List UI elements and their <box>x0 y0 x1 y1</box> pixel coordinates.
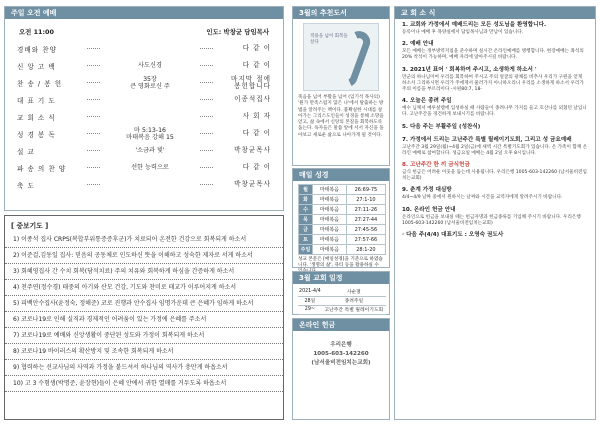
news-item-body: 금식 헌금은 어려운 이웃을 돕는데 사용됩니다. 우리은행 1005-603-142260 (남서울비전임치는교회) <box>402 170 587 182</box>
bible-row <box>299 245 386 255</box>
book-cover-image <box>303 23 379 91</box>
worship-row-person: 사 회 자 <box>242 112 271 120</box>
schedule-date: 2021-4/4 <box>298 287 322 296</box>
news-item-title: 1. 교회와 가정에서 예배드리는 모든 성도님을 환영합니다. <box>402 22 547 28</box>
bible-range: 27:11-26 <box>346 205 385 215</box>
worship-row-label: 파 송 의 찬 양 <box>17 164 67 173</box>
bible-range: 27:57-66 <box>346 235 385 245</box>
bible-row <box>299 225 386 235</box>
worship-row <box>5 91 283 108</box>
offering-holder: (남서울비전임치는교회) <box>311 360 371 366</box>
bible-row <box>299 195 386 205</box>
prayer-item: 2) 이준걸,김동일 집사: 믿음의 공동체로 인도하신 뜻을 이해하고 성숙한 제자로 서게 하소서 <box>5 248 283 264</box>
bible-book: 마태복음 <box>313 245 347 255</box>
bible-day: 화 <box>299 195 313 205</box>
worship-row-person: 마지막 절에 봉헌합니다 <box>231 74 271 90</box>
worship-row-person: 박창균목사 <box>234 146 271 154</box>
dotted-leader <box>200 82 213 83</box>
prayer-list <box>5 232 283 392</box>
worship-row-detail: 35장 큰 영화로신 주 <box>130 75 170 90</box>
bible-range: 27:27-44 <box>346 215 385 225</box>
bible-row <box>299 185 386 195</box>
offering-title: 온라인 헌금 <box>293 319 389 331</box>
dotted-leader <box>200 65 213 66</box>
dotted-leader <box>87 99 100 100</box>
worship-row-detail: 마 5:13-16 마태복음 강해 15 <box>126 126 174 141</box>
news-list <box>395 19 595 242</box>
worship-row <box>5 108 283 125</box>
bible-day: 금 <box>299 225 313 235</box>
prayer-item: 1) 이종석 집사 CRPS(복합부위통증증후군)가 치료되어 온전한 건강으로 회복되게 하소서 <box>5 232 283 248</box>
schedule-event: 종려주일 <box>322 296 386 305</box>
bible-row <box>299 235 386 245</box>
news-item-body: 고난주간 3월 29일(월)~4월 2일(금)에 새벽 시간 특별기도회가 있습니다. 온 가족이 함께 온라인 예배로 참여합니다. 성금요일 예배는 4월 2일 오후 8시입니다. <box>402 144 588 156</box>
worship-row <box>5 40 283 57</box>
prayer-item: 4) 천주연(정수경) 태중의 아기와 산모 건강, 기도와 찬미로 태교가 이루어지게 하소서 <box>5 280 283 296</box>
schedule-date: 28일 <box>298 296 322 305</box>
book-description: 죽음을 넘어 부활을 넘어 (임기석 목사의) '뭔가 만족스럽지 않은 나'에서 탈출하는 방법을 알려주는 책이다. 불확실한 시대를 살아가는 그리스도인들이 성경을 통해 소망을 얻고, 삶 속에서 신앙의 본질을 회복하도록 돕는다. 독자들은 말씀 앞에 서서 자신을 돌아보고 새로운 삶으로 나아가게 될 것이다. <box>298 95 384 138</box>
worship-row-label: 대 표 기 도 <box>17 96 56 105</box>
worship-row-label: 교 회 소 식 <box>17 113 56 122</box>
prayer-item: 6) 코로나19로 인해 실직과 경제적인 어려움이 있는 가정에 은혜를 주소서 <box>5 312 283 328</box>
news-item <box>395 159 595 184</box>
news-item-body: 만군의 하나님이여 우리를 회복하여 주시고 주의 얼굴의 광채를 비추사 우리가 구원을 얻게 하소서 그리하시면 우리가 주에게서 물러가지 아니하오리니 우리를 소생하게 하소서 우리가 주의 이름을 부르리이다 -시편80:7, 18- <box>402 74 584 93</box>
dotted-leader <box>87 167 100 168</box>
news-item <box>395 121 595 134</box>
prayer-item: 5) 피백안수집사(윤정숙, 정해준) 코로 진행과 안수집사 임명가운데 큰 은혜가 임하게 하소서 <box>5 296 283 312</box>
bible-day: 토 <box>299 235 313 245</box>
bible-book: 마태복음 <box>313 225 347 235</box>
news-item <box>395 64 595 96</box>
bible-day: 월 <box>299 185 313 195</box>
news-item-title: 2. 예배 안내 <box>402 41 434 48</box>
worship-row-person: 다 같 이 <box>242 61 271 69</box>
news-item-title: 5. 다음 주는 부활주일 (성찬식) <box>402 123 481 130</box>
dotted-leader <box>200 184 213 185</box>
worship-row-person: 다 같 이 <box>242 44 271 52</box>
bible-panel <box>292 168 390 268</box>
book-panel <box>292 6 390 166</box>
worship-row-detail: '소금과 빛' <box>135 147 165 154</box>
dotted-leader <box>87 184 100 185</box>
news-panel <box>394 6 596 420</box>
dotted-leader <box>87 48 100 49</box>
worship-title: 주일 오전 예배 <box>5 7 283 19</box>
prayer-item: 9) 협력하는 선교사님의 사역과 가정을 붙드셔서 하나님의 역사가 충만게 하옵소서 <box>5 360 283 376</box>
bible-book: 마태복음 <box>313 235 347 245</box>
news-item-body: 4/4~4/9 날짜 중에서 원하시는 날짜와 시간을 교역자에게 알려주시기 바랍니다. <box>402 195 563 201</box>
bible-range: 27:45-56 <box>346 225 385 235</box>
bible-book: 마태복음 <box>313 205 347 215</box>
news-item-title: 7. 가정에서 드리는 고난주간 특별 릴레이기도회, 그리고 성 금요예배 <box>402 136 572 143</box>
worship-time: 오전 11:00 <box>19 28 54 36</box>
news-item-title: 4. 오늘은 종려 주일 <box>402 98 452 105</box>
dotted-leader <box>200 116 213 117</box>
bible-range: 28:1-20 <box>346 245 385 255</box>
schedule-date: 29~ <box>298 305 322 314</box>
offering-account: 1005-603-142260 <box>313 351 369 357</box>
prayer-item: 3) 회혜영집사 간 수치 회복(담석치료) 주의 치유와 회복하게 하심을 간증하게 하소서 <box>5 264 283 280</box>
news-item <box>395 95 595 120</box>
bible-row <box>299 215 386 225</box>
worship-order-list <box>5 40 283 193</box>
schedule-panel <box>292 271 390 315</box>
worship-row-label: 축 도 <box>17 181 35 190</box>
news-item-title: 9. 춘계 가정 대심방 <box>402 187 452 194</box>
bible-title: 매일 성경 <box>293 169 389 181</box>
bible-day: 주일 <box>299 245 313 255</box>
worship-row <box>5 57 283 74</box>
news-item <box>395 19 595 38</box>
worship-row-label: 설 교 <box>17 147 35 156</box>
worship-row-label: 신 앙 고 백 <box>17 62 56 71</box>
bible-range: 27:1-10 <box>346 195 385 205</box>
news-item-title: 10. 온라인 헌금 안내 <box>402 206 456 213</box>
news-item-title: · 다음 주(4/4) 대표기도 : 오영숙 권도사 <box>402 232 504 239</box>
news-item-body: 온라인으로 헌금을 보내실 때는 헌금자명과 헌금종류를 기입해 주시기 바랍니다. 우리은행 1005-603-142260 (남서울비전임치는교회) <box>402 214 581 226</box>
schedule-event: 사순절 <box>322 287 386 296</box>
worship-row-detail: 선한 능력으로 <box>131 164 169 171</box>
news-item <box>395 229 595 242</box>
news-item-body: 예수 님께서 예루살렘에 입성하실 때 사람들이 종려나무 가지를 들고 호산나를 외쳤던 날입니다. 고난주간을 경건하게 보내시기를 바랍니다. <box>402 106 587 118</box>
dotted-leader <box>87 82 100 83</box>
news-item-body: 등록이나 예배 후 목양실에서 담임목사님과 만남이 있습니다. <box>402 30 524 35</box>
worship-row-detail: 사도신경 <box>138 62 162 69</box>
news-item <box>395 134 595 159</box>
dotted-leader <box>87 133 100 134</box>
book-cover-title: 적용을 넘어 회복을 살다 <box>310 34 348 45</box>
dotted-leader <box>200 99 213 100</box>
dotted-leader <box>87 150 100 151</box>
bible-row <box>299 205 386 215</box>
worship-row <box>5 142 283 159</box>
schedule-row <box>298 287 386 296</box>
dotted-leader <box>200 167 213 168</box>
worship-row-label: 찬 송 / 봉 헌 <box>17 79 63 88</box>
bible-day: 목 <box>299 215 313 225</box>
news-item <box>395 204 595 229</box>
worship-row-person: 다 같 이 <box>242 129 271 137</box>
schedule-event: 고난주간 특별 릴레이기도회 <box>322 305 386 314</box>
worship-row <box>5 176 283 193</box>
schedule-row <box>298 305 386 314</box>
worship-row-label: 성 경 봉 독 <box>17 130 56 139</box>
worship-row <box>5 74 283 91</box>
dotted-leader <box>87 65 100 66</box>
bible-note: 성교 본문은 [매일성경]을 기준으로 하였습니다. '생명의 삶', 큐티 등을 활용하실 수 <box>298 257 383 268</box>
news-title: 교 회 소 식 <box>395 7 595 19</box>
worship-leader: 인도: 박창균 담임목사 <box>206 28 269 36</box>
offering-bank: 우리은행 <box>330 342 352 348</box>
worship-row-person: 이종석집사 <box>234 95 271 103</box>
dotted-leader <box>200 48 213 49</box>
prayer-item: 7) 코로나19로 예배와 신앙생활이 중단된 성도와 가정이 회복되게 하소서 <box>5 328 283 344</box>
worship-row <box>5 125 283 142</box>
prayer-item: 8) 코로나19 바이러스의 확산방지 및 조속한 회복되게 하소서 <box>5 344 283 360</box>
bible-book: 마태복음 <box>313 195 347 205</box>
dotted-leader <box>87 116 100 117</box>
prayer-item: 10) 고 3 수험생(박명준, 윤장현)들이 은혜 안에서 귀한 열매를 거두도록 하옵소서 <box>5 376 283 392</box>
news-item-title: 8. 고난주간 한 끼 금식헌금 <box>402 162 470 169</box>
schedule-row <box>298 296 386 305</box>
schedule-table <box>298 287 386 315</box>
dotted-leader <box>200 150 213 151</box>
dotted-leader <box>200 133 213 134</box>
worship-row <box>5 159 283 176</box>
bible-book: 마태복음 <box>313 215 347 225</box>
worship-row-person: 다 같 이 <box>242 163 271 171</box>
book-title: 3월의 추천도서 <box>293 7 389 19</box>
worship-row-person: 박창균목사 <box>234 180 271 188</box>
bible-book: 마태복음 <box>313 185 347 195</box>
news-item-body: 모든 예배는 정부방역지침을 준수하며 실시간 온라인예배를 병행합니다. 현장예배는 좌석의 20% 착석이 가능하며, 예배 자리에 앉아주시길 바랍니다. <box>402 49 584 61</box>
news-item <box>395 38 595 63</box>
bible-table <box>298 184 386 255</box>
bible-day: 수 <box>299 205 313 215</box>
bible-range: 26:69-75 <box>346 185 385 195</box>
news-item <box>395 184 595 203</box>
schedule-title: 3월 교회 일정 <box>293 272 389 284</box>
prayer-panel <box>4 215 284 420</box>
news-item-title: 3. 2021년 표어 ' 회복하여 주시고, 소생하게 하소서 ' <box>402 66 537 73</box>
worship-row-label: 경배와 찬양 <box>17 45 57 54</box>
worship-panel <box>4 6 284 211</box>
prayer-title: [ 중보기도 ] <box>11 222 49 230</box>
offering-panel <box>292 318 390 420</box>
